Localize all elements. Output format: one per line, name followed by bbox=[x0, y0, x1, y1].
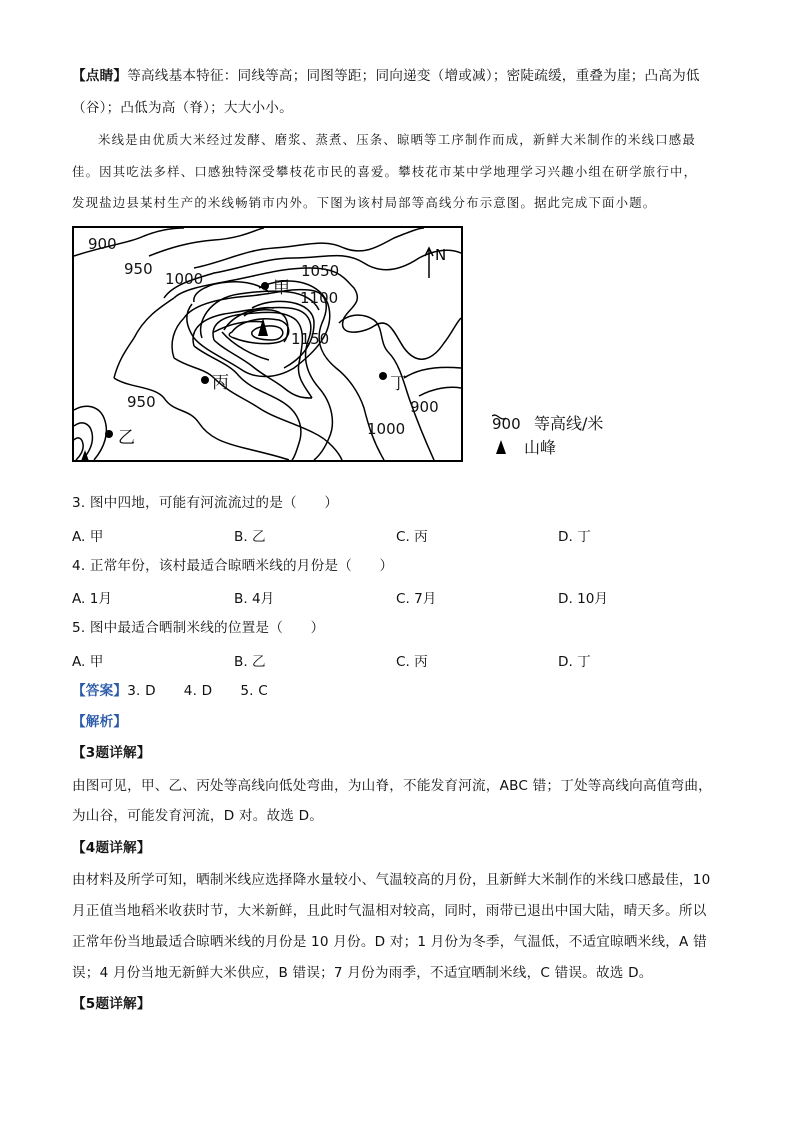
legend-contour-label: 等高线/米 bbox=[534, 414, 604, 433]
contour-line bbox=[214, 321, 264, 332]
question-5-stem: 5. 图中最适合晒制米线的位置是（ ） bbox=[72, 620, 325, 636]
legend-contour-value: 900 bbox=[492, 415, 521, 433]
q4-option-b: B. 4月 bbox=[234, 591, 275, 607]
contour-label: 1150 bbox=[291, 330, 330, 348]
answer-4: 4. D bbox=[183, 683, 213, 699]
contour-line bbox=[174, 358, 342, 460]
analysis-label: 【解析】 bbox=[72, 714, 128, 730]
detail-4-label: 【4题详解】 bbox=[72, 840, 151, 856]
detail-4-line-2: 月正值当地稻米收获时节，大米新鲜，且此时气温相对较高，同时，雨带已退出中国大陆，晴天多。所以 bbox=[72, 903, 707, 919]
contour-label: 900 bbox=[88, 235, 117, 253]
detail-4-line-4: 误；4 月份当地无新鲜大米供应，B 错误；7 月份为雨季，不适宜晒制米线，C 错误。故选 D。 bbox=[72, 965, 653, 981]
contour-label: 950 bbox=[127, 393, 156, 411]
q4-option-d: D. 10月 bbox=[558, 591, 609, 607]
point-yi-marker bbox=[105, 430, 113, 438]
detail-3-line-1: 由图可见，甲、乙、丙处等高线向低处弯曲，为山脊，不能发育河流，ABC 错；丁处等高线向高值弯曲， bbox=[72, 778, 712, 794]
contour-line bbox=[404, 367, 461, 378]
contour-map-svg bbox=[74, 228, 461, 460]
north-arrow-icon bbox=[425, 246, 446, 278]
q4-option-a: A. 1月 bbox=[72, 591, 112, 607]
tip-line-2: （谷）；凸低为高（脊）；大大小小。 bbox=[72, 100, 293, 116]
detail-3-line-2: 为山谷，可能发育河流，D 对。故选 D。 bbox=[72, 808, 324, 824]
question-4-stem: 4. 正常年份，该村最适合晾晒米线的月份是（ ） bbox=[72, 558, 394, 574]
q3-option-c: C. 丙 bbox=[396, 529, 428, 545]
point-ding-marker bbox=[379, 372, 387, 380]
contour-map bbox=[72, 226, 463, 462]
contour-line bbox=[74, 406, 106, 460]
q3-option-d: D. 丁 bbox=[558, 529, 591, 545]
tip-line-1 bbox=[72, 66, 700, 86]
q5-option-d: D. 丁 bbox=[558, 654, 591, 670]
contour-line bbox=[114, 378, 289, 460]
detail-4-line-3: 正常年份当地最适合晾晒米线的月份是 10 月份。D 对；1 月份为冬季，气温低，不适宜晾晒米线，A 错 bbox=[72, 934, 707, 950]
contour-line bbox=[149, 228, 264, 256]
contour-line bbox=[74, 438, 83, 460]
contour-line bbox=[419, 387, 461, 396]
point-bing-label: 丙 bbox=[212, 373, 229, 393]
point-bing-marker bbox=[201, 376, 209, 384]
contour-line bbox=[222, 332, 269, 360]
passage-line-2: 佳。因其吃法多样、口感独特深受攀枝花市民的喜爱。攀枝花市某中学地理学习兴趣小组在研学旅行中， bbox=[72, 164, 698, 179]
q3-option-b: B. 乙 bbox=[234, 529, 266, 545]
contour-label: 1000 bbox=[367, 420, 406, 438]
q5-option-b: B. 乙 bbox=[234, 654, 266, 670]
q5-option-c: C. 丙 bbox=[396, 654, 428, 670]
passage-line-3: 发现盐边县某村生产的米线畅销市内外。下图为该村局部等高线分布示意图。据此完成下面小题。 bbox=[72, 195, 657, 210]
legend-peak-label: 山峰 bbox=[524, 438, 557, 457]
answer-label: 【答案】 bbox=[72, 683, 128, 699]
point-jia-marker bbox=[261, 282, 269, 290]
detail-3-label: 【3题详解】 bbox=[72, 745, 151, 761]
north-label: N bbox=[435, 246, 447, 264]
contour-label: 1000 bbox=[165, 270, 204, 288]
legend-peak-icon bbox=[496, 440, 506, 454]
point-jia-label: 甲 bbox=[273, 278, 290, 298]
contour-line bbox=[252, 326, 283, 340]
q4-option-c: C. 7月 bbox=[396, 591, 437, 607]
answer-3: 3. D bbox=[127, 683, 156, 699]
answer-5: 5. C bbox=[240, 683, 268, 699]
contour-line bbox=[339, 315, 434, 460]
point-ding-label: 丁 bbox=[390, 374, 407, 394]
contour-label: 950 bbox=[124, 260, 153, 278]
detail-5-label: 【5题详解】 bbox=[72, 996, 151, 1012]
contour-label: 900 bbox=[410, 398, 439, 416]
q5-option-a: A. 甲 bbox=[72, 654, 104, 670]
contour-line bbox=[114, 338, 134, 378]
map-legend bbox=[492, 408, 642, 458]
point-yi-label: 乙 bbox=[118, 428, 135, 448]
contour-line bbox=[134, 298, 174, 338]
tip-label: 【点睛】 bbox=[72, 68, 128, 84]
answer-line bbox=[72, 681, 268, 701]
contour-label: 1100 bbox=[300, 289, 339, 307]
q3-option-a: A. 甲 bbox=[72, 529, 104, 545]
passage-line-1: 米线是由优质大米经过发酵、磨浆、蒸煮、压条、晾晒等工序制作而成，新鲜大米制作的米线口感最 bbox=[98, 132, 696, 147]
contour-label: 1050 bbox=[301, 262, 340, 280]
contour-line bbox=[172, 318, 184, 358]
detail-4-line-1: 由材料及所学可知，晒制米线应选择降水量较小、气温较高的月份，且新鲜大米制作的米线口感最佳，10 bbox=[72, 872, 711, 888]
contour-line bbox=[74, 423, 92, 460]
question-3-stem: 3. 图中四地，可能有河流流过的是（ ） bbox=[72, 495, 339, 511]
tip-text-1: 等高线基本特征：同线等高；同图等距；同向递变（增或减）；密陡疏缓，重叠为崖；凸高为低 bbox=[127, 68, 700, 84]
